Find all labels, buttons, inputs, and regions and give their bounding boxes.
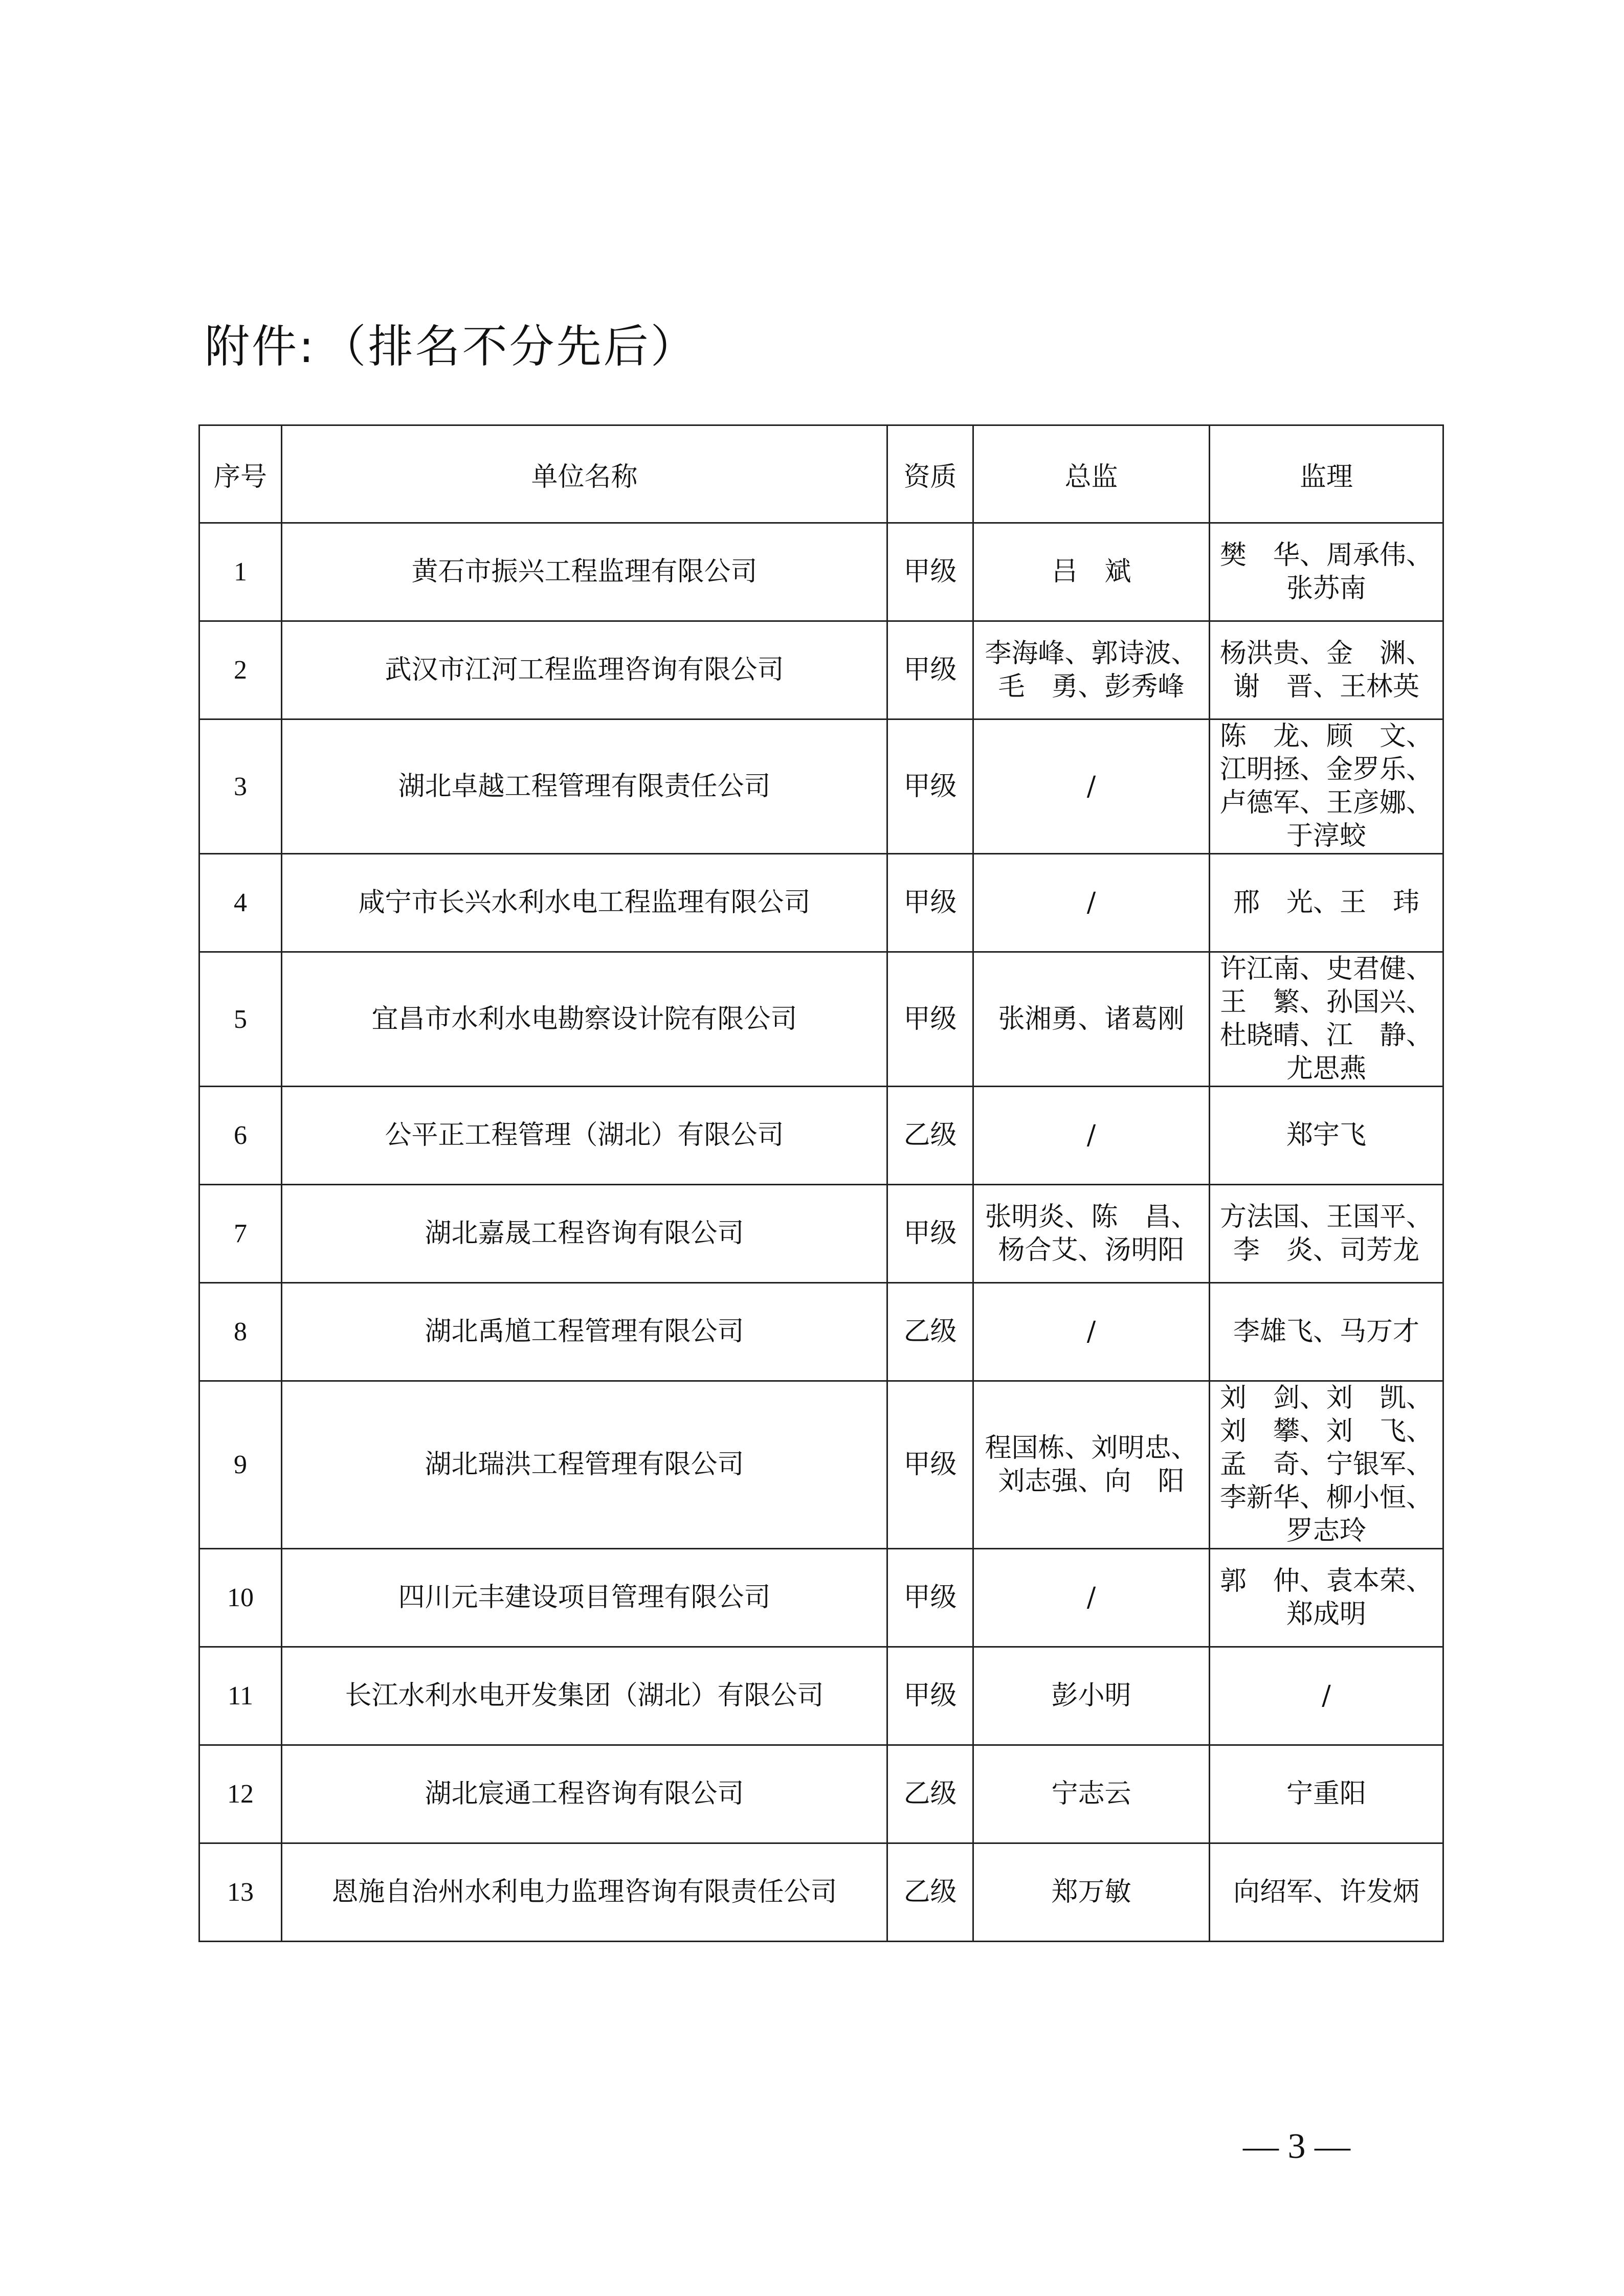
qualification-grade	[887, 1745, 973, 1843]
company-name-text: 咸宁市长兴水利水电工程监理有限公司	[358, 887, 811, 918]
supervisor-name-line: 于淳蛟	[1286, 821, 1366, 851]
column-header-grade: 资质	[887, 425, 973, 523]
company-name	[282, 523, 887, 621]
chief-supervisors	[973, 1647, 1210, 1745]
company-name	[282, 1647, 887, 1745]
qualification-grade-text: 乙级	[903, 1877, 957, 1907]
supervisor-names	[1210, 1087, 1443, 1185]
column-header-supervisors: 监理	[1210, 425, 1443, 523]
supervisor-name-line: 孟 奇、宁银军、	[1219, 1449, 1433, 1480]
supervisor-name-line: 尤思燕	[1286, 1053, 1366, 1084]
company-name-text: 恩施自治州水利电力监理咨询有限责任公司	[331, 1877, 837, 1907]
chief-supervisors	[973, 1087, 1210, 1185]
row-index-text: 2	[234, 656, 247, 685]
company-name-text: 武汉市江河工程监理咨询有限公司	[385, 655, 784, 685]
qualification-grade-text: 甲级	[903, 771, 957, 802]
supervisor-names	[1210, 1647, 1443, 1745]
qualification-grade-text: 乙级	[903, 1316, 957, 1347]
qualification-grade-text: 甲级	[903, 1680, 957, 1711]
row-index-text: 10	[227, 1583, 254, 1612]
row-index	[199, 719, 282, 854]
supervisor-name-line: 罗志玲	[1286, 1516, 1366, 1546]
qualification-grade	[887, 1283, 973, 1381]
supervisor-name-line: 郭 仲、袁本荣、	[1219, 1565, 1433, 1596]
chief-name-line: 张明炎、陈 昌、	[985, 1201, 1198, 1232]
table-row	[199, 1381, 1443, 1549]
supervision-roster-table	[198, 424, 1444, 1942]
company-name	[282, 1745, 887, 1843]
column-header-index: 序号	[199, 425, 282, 523]
company-name	[282, 1549, 887, 1647]
supervisor-name-line: 许江南、史君健、	[1219, 954, 1433, 984]
row-index	[199, 952, 282, 1087]
qualification-grade	[887, 523, 973, 621]
chief-name-line: 彭小明	[1051, 1680, 1131, 1711]
chief-name-line: 杨合艾、汤明阳	[998, 1234, 1185, 1266]
table-row	[199, 1745, 1443, 1843]
chief-name-line: 吕 斌	[1051, 556, 1131, 587]
qualification-grade-text: 甲级	[903, 1003, 957, 1034]
page-number: — 3 —	[1243, 2127, 1350, 2166]
supervisor-name-line: 江明拯、金罗乐、	[1219, 754, 1433, 785]
table-row	[199, 1647, 1443, 1745]
qualification-grade-text: 甲级	[903, 887, 957, 918]
chief-supervisors	[973, 1185, 1210, 1283]
table-row	[199, 719, 1443, 854]
row-index	[199, 1381, 282, 1549]
row-index-text: 5	[234, 1004, 247, 1034]
chief-supervisors	[973, 1745, 1210, 1843]
chief-supervisors	[973, 1283, 1210, 1381]
chief-supervisors	[973, 1843, 1210, 1942]
supervisor-name-line: 张苏南	[1286, 573, 1366, 604]
chief-supervisors	[973, 719, 1210, 854]
supervisor-names	[1210, 1381, 1443, 1549]
supervisor-name-line: 邢 光、王 玮	[1233, 887, 1419, 918]
row-index	[199, 523, 282, 621]
supervisor-names	[1210, 1549, 1443, 1647]
qualification-grade	[887, 719, 973, 854]
table-body	[199, 523, 1443, 1942]
supervisor-names	[1210, 621, 1443, 719]
supervisor-names	[1210, 1745, 1443, 1843]
supervisor-name-line: 王 繁、孙国兴、	[1219, 987, 1433, 1018]
supervisor-names	[1210, 1843, 1443, 1942]
row-index	[199, 1647, 282, 1745]
chief-supervisors	[973, 621, 1210, 719]
row-index-text: 1	[234, 557, 247, 587]
supervisor-name-line: 李 炎、司芳龙	[1233, 1234, 1419, 1266]
attachment-label: 附件:	[205, 320, 316, 373]
supervisor-name-line: 樊 华、周承伟、	[1219, 539, 1433, 571]
row-index	[199, 1185, 282, 1283]
supervisor-names	[1210, 952, 1443, 1087]
row-index-text: 13	[227, 1878, 254, 1907]
attachment-heading	[205, 311, 703, 375]
qualification-grade	[887, 1549, 973, 1647]
company-name	[282, 621, 887, 719]
company-name-text: 黄石市振兴工程监理有限公司	[411, 556, 758, 587]
qualification-grade-text: 乙级	[903, 1120, 957, 1151]
company-name	[282, 1185, 887, 1283]
chief-name-line: 程国栋、刘明忠、	[985, 1432, 1198, 1464]
row-index-text: 6	[234, 1121, 247, 1150]
supervisor-name-line: 杨洪贵、金 渊、	[1219, 638, 1433, 669]
chief-name-line: 张湘勇、诸葛刚	[998, 1003, 1185, 1034]
qualification-grade-text: 甲级	[903, 556, 957, 587]
chief-name-line: 李海峰、郭诗波、	[985, 638, 1198, 669]
company-name	[282, 719, 887, 854]
column-header-company: 单位名称	[282, 425, 887, 523]
table-header-row	[199, 425, 1443, 523]
column-header-chief: 总监	[973, 425, 1210, 523]
supervisor-name-line: 郑宇飞	[1286, 1120, 1366, 1151]
qualification-grade	[887, 1381, 973, 1549]
table-row	[199, 952, 1443, 1087]
qualification-grade	[887, 1843, 973, 1942]
qualification-grade-text: 甲级	[903, 1218, 957, 1249]
qualification-grade	[887, 621, 973, 719]
qualification-grade	[887, 952, 973, 1087]
supervisor-name-line: /	[1322, 1680, 1331, 1711]
chief-supervisors	[973, 854, 1210, 952]
company-name-text: 公平正工程管理（湖北）有限公司	[385, 1120, 784, 1151]
qualification-grade	[887, 1647, 973, 1745]
table-row	[199, 1283, 1443, 1381]
table-row	[199, 854, 1443, 952]
chief-name-line: /	[1086, 771, 1096, 802]
table-row	[199, 1549, 1443, 1647]
supervisor-name-line: 方法国、王国平、	[1219, 1201, 1433, 1232]
supervisor-name-line: 刘 攀、刘 飞、	[1219, 1416, 1433, 1447]
qualification-grade	[887, 1087, 973, 1185]
ranking-note: （排名不分先后）	[321, 320, 698, 373]
chief-name-line: /	[1086, 1120, 1096, 1151]
row-index	[199, 1283, 282, 1381]
company-name-text: 长江水利水电开发集团（湖北）有限公司	[345, 1680, 824, 1711]
table-row	[199, 1087, 1443, 1185]
company-name-text: 湖北宸通工程咨询有限公司	[425, 1779, 744, 1809]
supervisor-name-line: 陈 龙、顾 文、	[1219, 721, 1433, 752]
chief-name-line: 刘志强、向 阳	[998, 1466, 1185, 1497]
supervisor-names	[1210, 1185, 1443, 1283]
table-row	[199, 621, 1443, 719]
row-index-text: 7	[234, 1219, 247, 1248]
row-index	[199, 1745, 282, 1843]
table-row	[199, 1185, 1443, 1283]
chief-name-line: /	[1086, 1316, 1096, 1347]
row-index	[199, 1087, 282, 1185]
row-index-text: 11	[227, 1681, 254, 1710]
company-name-text: 湖北卓越工程管理有限责任公司	[398, 771, 771, 802]
company-name-text: 宜昌市水利水电勘察设计院有限公司	[371, 1003, 797, 1034]
supervisor-name-line: 谢 晋、王林英	[1233, 671, 1419, 702]
qualification-grade-text: 甲级	[903, 655, 957, 685]
row-index	[199, 1549, 282, 1647]
supervisor-name-line: 李雄飞、马万才	[1233, 1316, 1419, 1347]
company-name-text: 湖北嘉晟工程咨询有限公司	[425, 1218, 744, 1249]
supervisor-name-line: 宁重阳	[1286, 1779, 1366, 1809]
chief-supervisors	[973, 952, 1210, 1087]
row-index-text: 8	[234, 1317, 247, 1346]
row-index	[199, 854, 282, 952]
supervisor-names	[1210, 854, 1443, 952]
chief-name-line: 宁志云	[1051, 1779, 1131, 1809]
row-index-text: 12	[227, 1780, 254, 1809]
supervisor-name-line: 刘 剑、刘 凯、	[1219, 1383, 1433, 1413]
company-name-text: 湖北禹馗工程管理有限公司	[425, 1316, 744, 1347]
supervisor-name-line: 卢德军、王彦娜、	[1219, 787, 1433, 818]
qualification-grade	[887, 854, 973, 952]
supervisor-names	[1210, 719, 1443, 854]
chief-name-line: 郑万敏	[1051, 1877, 1131, 1907]
qualification-grade-text: 乙级	[903, 1779, 957, 1809]
chief-supervisors	[973, 523, 1210, 621]
qualification-grade-text: 甲级	[903, 1582, 957, 1613]
supervisor-name-line: 李新华、柳小恒、	[1219, 1482, 1433, 1513]
company-name	[282, 854, 887, 952]
company-name	[282, 1087, 887, 1185]
supervisor-name-line: 向绍军、许发炳	[1233, 1877, 1419, 1907]
chief-name-line: /	[1086, 1582, 1096, 1613]
qualification-grade	[887, 1185, 973, 1283]
company-name	[282, 1283, 887, 1381]
supervisor-names	[1210, 523, 1443, 621]
supervisor-names	[1210, 1283, 1443, 1381]
company-name	[282, 952, 887, 1087]
company-name-text: 湖北瑞洪工程管理有限公司	[425, 1449, 744, 1480]
table-row	[199, 523, 1443, 621]
company-name	[282, 1843, 887, 1942]
company-name	[282, 1381, 887, 1549]
row-index	[199, 621, 282, 719]
supervisor-name-line: 杜晓晴、江 静、	[1219, 1020, 1433, 1051]
row-index-text: 9	[234, 1450, 247, 1479]
row-index-text: 3	[234, 772, 247, 801]
row-index	[199, 1843, 282, 1942]
chief-supervisors	[973, 1381, 1210, 1549]
supervisor-name-line: 郑成明	[1286, 1599, 1366, 1630]
table-row	[199, 1843, 1443, 1942]
chief-name-line: 毛 勇、彭秀峰	[998, 671, 1185, 702]
qualification-grade-text: 甲级	[903, 1449, 957, 1480]
row-index-text: 4	[234, 888, 247, 917]
chief-name-line: /	[1086, 887, 1096, 918]
chief-supervisors	[973, 1549, 1210, 1647]
company-name-text: 四川元丰建设项目管理有限公司	[398, 1582, 771, 1613]
